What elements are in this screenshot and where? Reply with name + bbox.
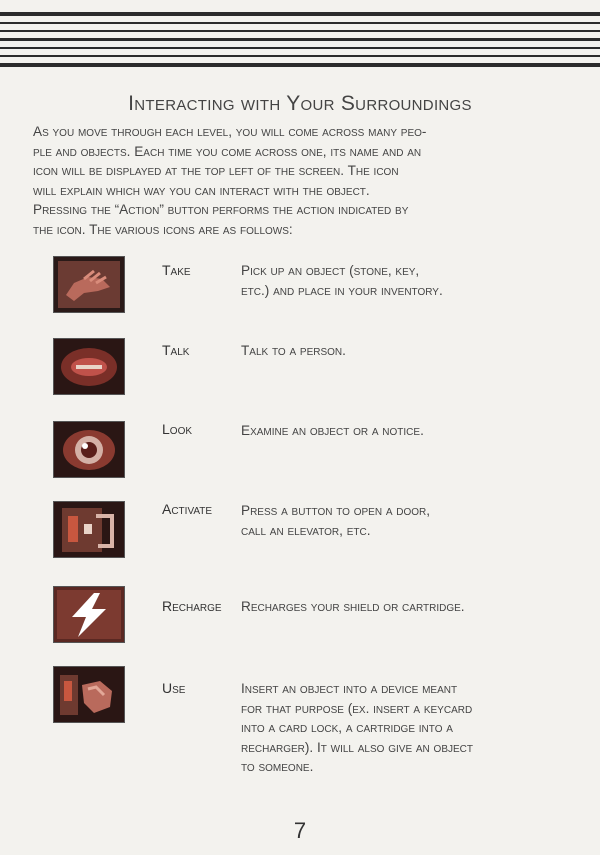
icon-label: Recharge — [162, 598, 222, 614]
page-number: 7 — [293, 818, 307, 843]
desc-line: Talk to a person. — [241, 343, 346, 358]
icon-description — [241, 261, 571, 300]
desc-line: for that purpose (ex. insert a keycard — [241, 700, 473, 716]
icon-description — [241, 679, 571, 777]
intro-line: the icon. The various icons are as follows: — [33, 221, 293, 237]
intro-line: will explain which way you can interact with the object. — [33, 182, 370, 198]
eye-icon — [53, 421, 125, 478]
switch-icon — [53, 501, 125, 558]
section-title: Interacting with Your Surroundings — [128, 92, 472, 115]
desc-line: Examine an object or a notice. — [241, 423, 424, 438]
icon-description — [241, 501, 571, 540]
intro-paragraph — [33, 122, 563, 240]
icon-label: Activate — [162, 501, 213, 517]
icon-description — [241, 421, 571, 441]
hand-grab-icon — [53, 256, 125, 313]
intro-line: Pressing the “Action” button performs the action indicated by — [33, 202, 409, 218]
icon-description — [241, 341, 571, 361]
icon-label: Look — [162, 421, 193, 437]
desc-line: Pick up an object (stone, key, — [241, 263, 420, 278]
header-rule — [0, 12, 600, 68]
desc-line: Insert an object into a device meant — [241, 681, 458, 696]
desc-line: to someone. — [241, 759, 314, 775]
desc-line: call an elevator, etc. — [241, 522, 371, 538]
intro-line: As you move through each level, you will come across many peo- — [33, 124, 427, 139]
desc-line: etc.) and place in your inventory. — [241, 282, 443, 298]
icon-description — [241, 597, 571, 617]
desc-line: into a card lock, a cartridge into a — [241, 720, 453, 736]
intro-line: ple and objects. Each time you come across one, its name and an — [33, 143, 422, 159]
intro-line: icon will be displayed at the top left of the screen. The icon — [33, 163, 399, 179]
icon-label: Talk — [162, 342, 190, 358]
lightning-icon — [53, 586, 125, 643]
icon-label: Use — [162, 680, 186, 696]
desc-line: Recharges your shield or cartridge. — [241, 599, 465, 614]
mouth-icon — [53, 338, 125, 395]
desc-line: recharger). It will also give an object — [241, 739, 474, 755]
icon-label: Take — [162, 262, 191, 278]
desc-line: Press a button to open a door, — [241, 503, 431, 518]
hand-insert-icon — [53, 666, 125, 723]
